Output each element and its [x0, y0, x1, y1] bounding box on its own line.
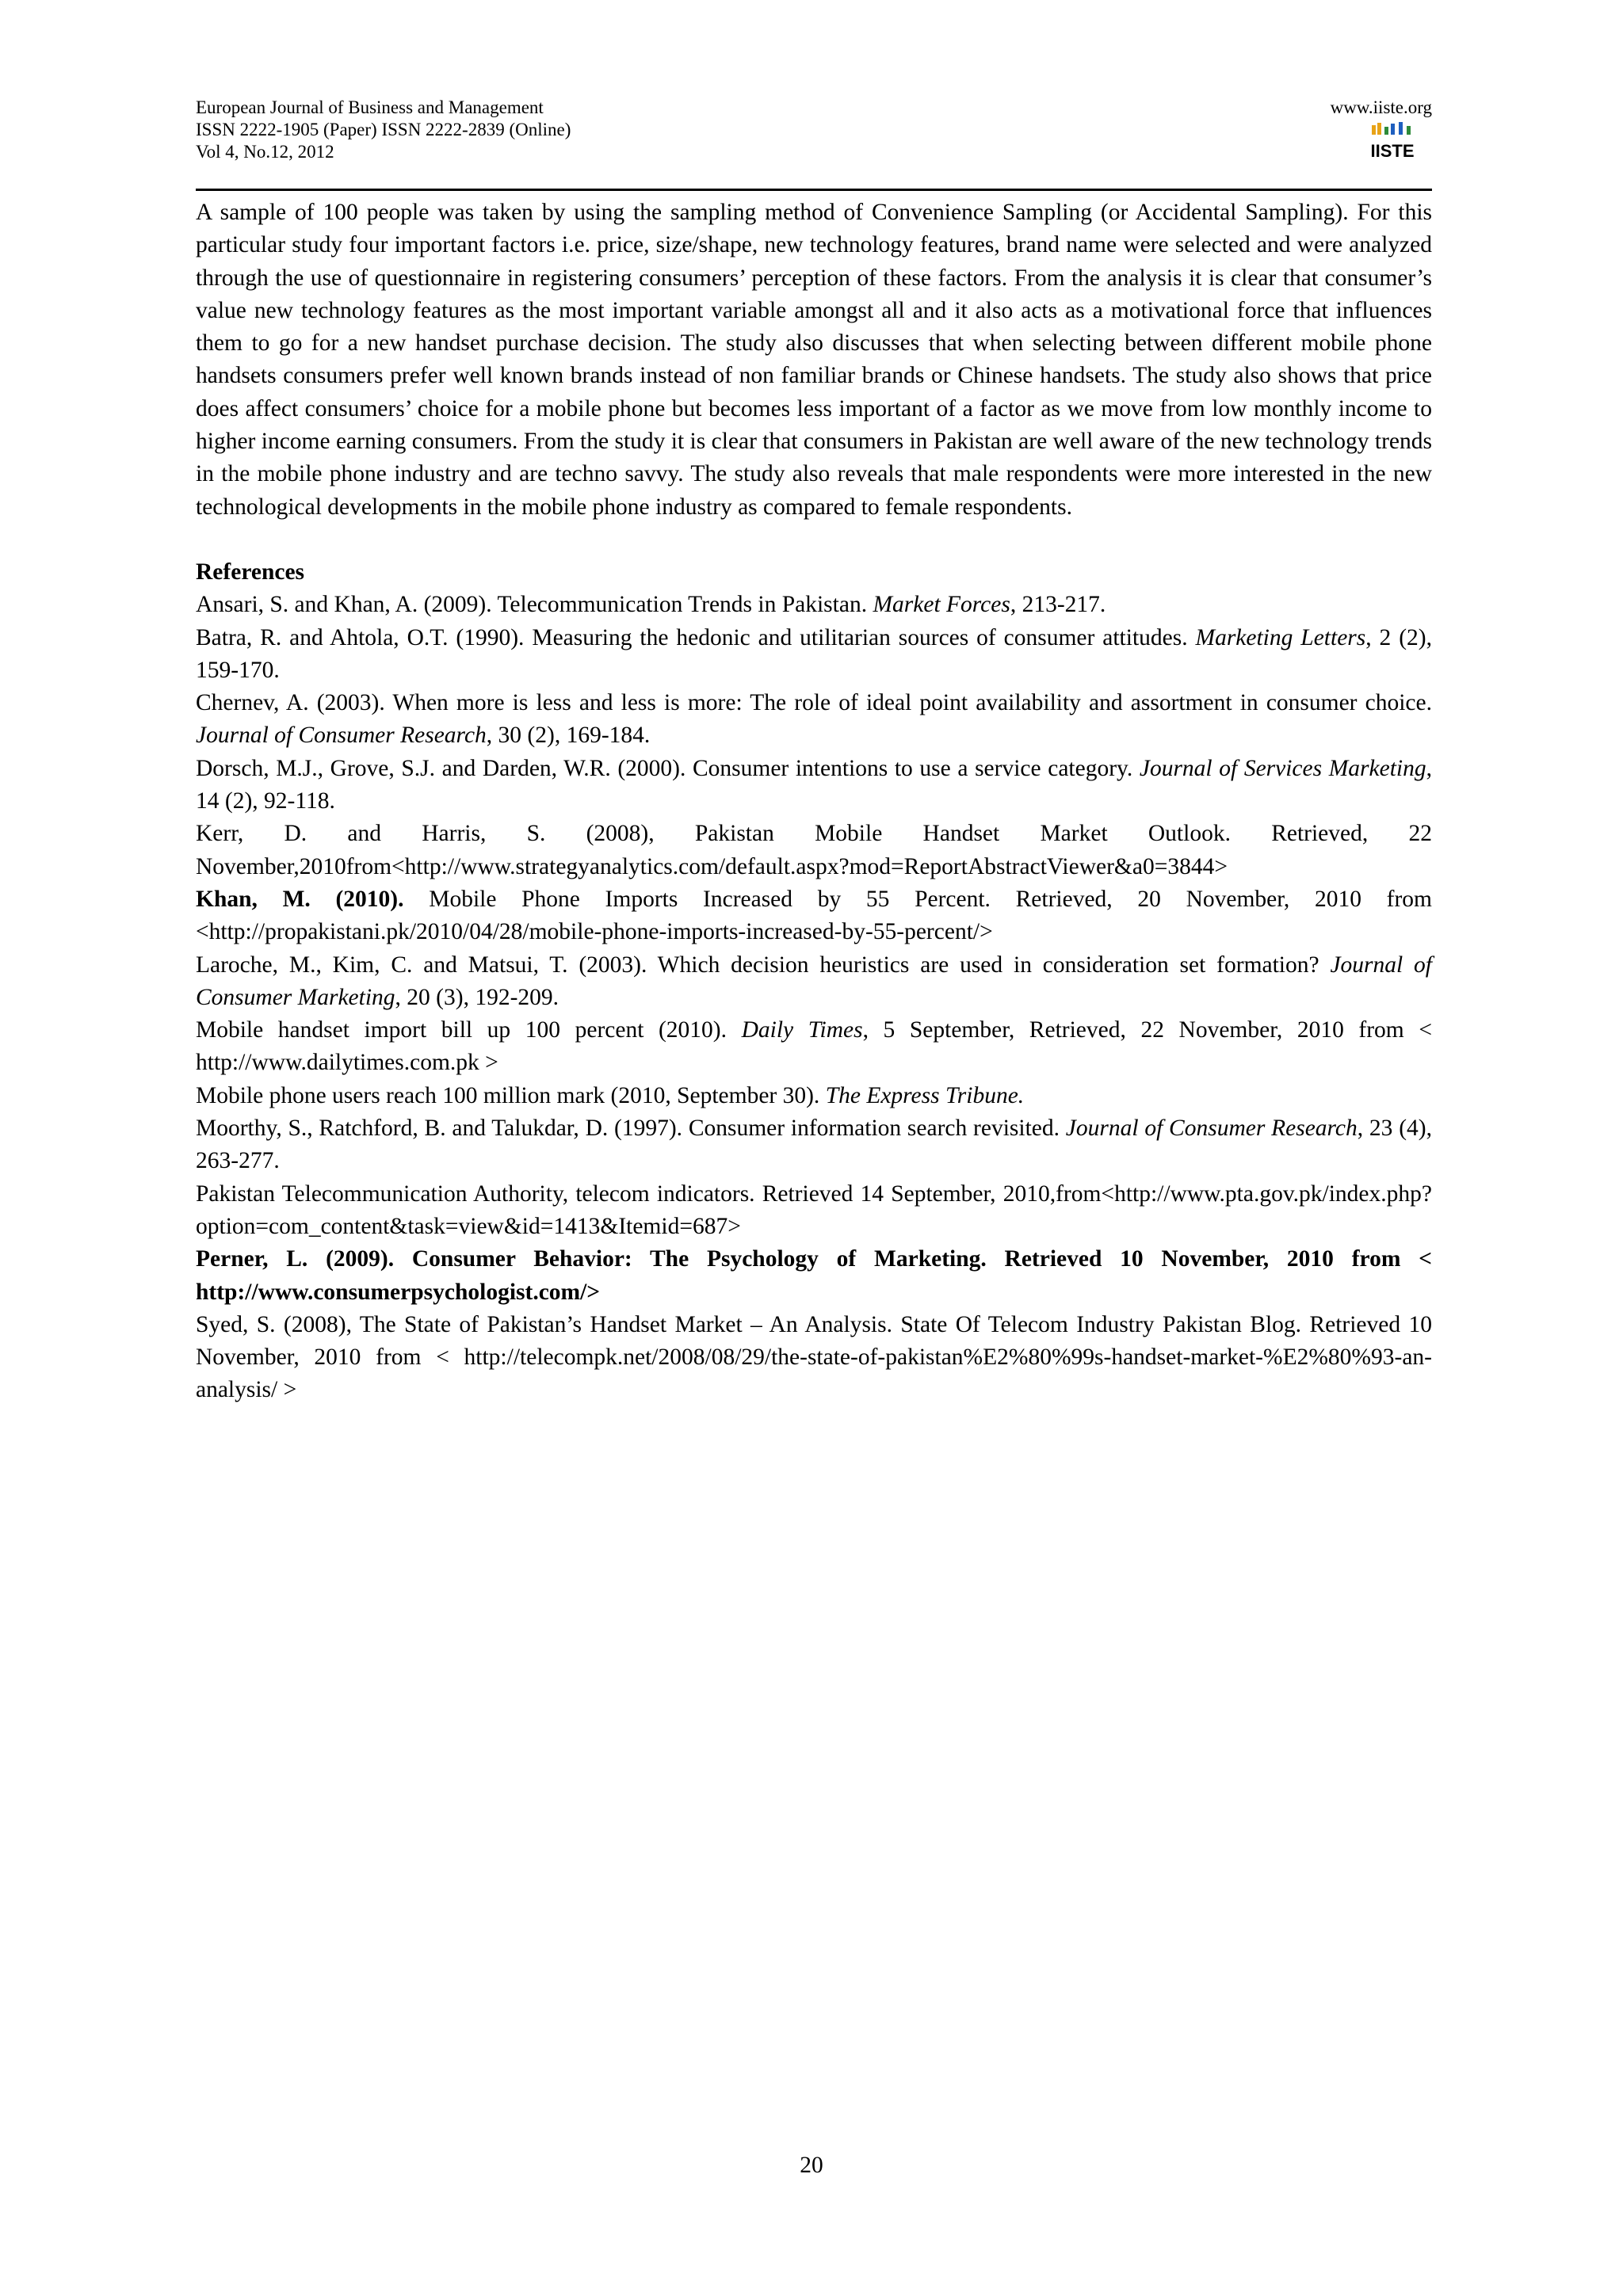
reference-item: Batra, R. and Ahtola, O.T. (1990). Measuring the hedonic and utilitarian sources of consumer attitudes. Marketing Letters, 2 (2), 159-170.: [196, 624, 1432, 683]
iiste-logo: [1367, 120, 1418, 158]
reference-item: Ansari, S. and Khan, A. (2009). Telecommunication Trends in Pakistan. Market Forces, 213-217.: [196, 592, 1106, 618]
reference-item: Perner, L. (2009). Consumer Behavior: The Psychology of Marketing. Retrieved 10 November, 2010 from < http://www.consumerpsychologist.com/>: [196, 1246, 1432, 1305]
reference-item: Dorsch, M.J., Grove, S.J. and Darden, W.R. (2000). Consumer intentions to use a service category. Journal of Services Marketing, 14 (2), 92-118.: [196, 755, 1432, 814]
reference-item: Pakistan Telecommunication Authority, telecom indicators. Retrieved 14 September, 2010,from<http://www.pta.gov.pk/index.php?option=com_content&task=view&id=1413&Itemid=687>: [196, 1180, 1432, 1239]
conclusion-paragraph: A sample of 100 people was taken by using the sampling method of Convenience Sampling (or Accidental Sampling). For this particular study four important factors i.e. price, size/shape, new technology features, brand name were selected and were analyzed through the use of questionnaire in registering consumers’ perception of these factors. From the analysis it is clear that consumer’s value new technology features as the most important variable amongst all and it also acts as a motivational force that influences them to go for a new handset purchase decision. The study also discusses that when selecting between different mobile phone handsets consumers prefer well known brands instead of non familiar brands or Chinese handsets. The study also shows that price does affect consumers’ choice for a mobile phone but becomes less important of a factor as we move from low monthly income to higher income earning consumers. From the study it is clear that consumers in Pakistan are well aware of the new technology trends in the mobile phone industry and are techno savvy. The study also reveals that male respondents were more interested in the new technological developments in the mobile phone industry as compared to female respondents.: [196, 200, 1432, 520]
website-link[interactable]: www.iiste.org: [1330, 97, 1432, 117]
reference-item: Khan, M. (2010). Mobile Phone Imports Increased by 55 Percent. Retrieved, 20 November, 2010 from <http://propakistani.pk/2010/04/28/mobile-phone-imports-increased-by-55-percent/>: [196, 886, 1432, 945]
page-number: 20: [800, 2153, 823, 2178]
reference-item: Mobile handset import bill up 100 percent (2010). Daily Times, 5 September, Retrieved, 22 November, 2010 from < http://www.dailytimes.com.pk >: [196, 1017, 1432, 1076]
reference-item: Kerr, D. and Harris, S. (2008), Pakistan Mobile Handset Market Outlook. Retrieved, 22 November,2010from<http://www.strategyanalytics.com/default.aspx?mod=ReportAbstractViewer&a0=3844>: [196, 821, 1432, 879]
volume-line: Vol 4, No.12, 2012: [196, 142, 334, 162]
reference-item: Mobile phone users reach 100 million mark (2010, September 30). The Express Tribune.: [196, 1082, 1025, 1108]
logo-text: IISTE: [1370, 141, 1415, 158]
journal-name: European Journal of Business and Management: [196, 97, 544, 117]
issn-line: ISSN 2222-1905 (Paper) ISSN 2222-2839 (Online): [196, 120, 571, 139]
header-rule: [196, 189, 1432, 191]
reference-item: Syed, S. (2008), The State of Pakistan’s Handset Market – An Analysis. State Of Telecom Industry Pakistan Blog. Retrieved 10 November, 2010 from < http://telecompk.net/2008/08/29/the-state-of-pakistan%E2%80%99s-handset-market-%E2%80%93-an-analysis/ >: [196, 1311, 1432, 1403]
reference-item: Chernev, A. (2003). When more is less and less is more: The role of ideal point availability and assortment in consumer choice. Journal of Consumer Research, 30 (2), 169-184.: [196, 690, 1432, 749]
reference-item: Moorthy, S., Ratchford, B. and Talukdar, D. (1997). Consumer information search revisited. Journal of Consumer Research, 23 (4), 263-277.: [196, 1116, 1432, 1174]
references-list: [196, 589, 1432, 1406]
page-header: [196, 97, 1432, 189]
references-heading: References: [196, 559, 305, 585]
reference-item: Laroche, M., Kim, C. and Matsui, T. (2003). Which decision heuristics are used in consideration set formation? Journal of Consumer Marketing, 20 (3), 192-209.: [196, 952, 1432, 1010]
page-content: [196, 196, 1432, 1407]
